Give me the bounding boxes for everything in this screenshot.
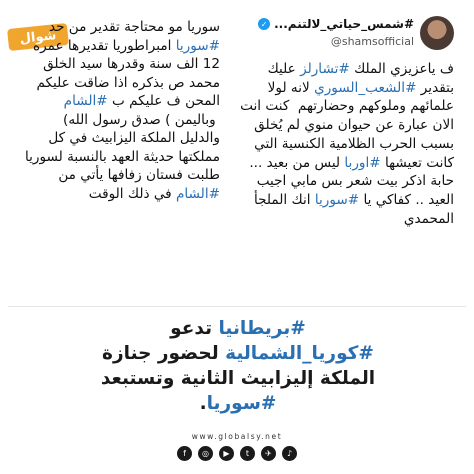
telegram-icon[interactable]: ✈ bbox=[261, 446, 276, 461]
divider bbox=[8, 306, 466, 307]
youtube-icon[interactable]: ▶ bbox=[219, 446, 234, 461]
reply-tweet-text: سوريا مو محتاجة تقدير من حد #سوريا امبراطوريا تقديرها عمره 12 الف سنة وقدرها سيد الخلق محمد ص بذكره اذا ضاقت عليكم المحن ف عليكم ب #الشام وباليمن ) صدق رسول الله) والدليل الملكة اليزابيث في كل مملكتها حديثة العهد بالنسبة لسوريا طلبت فستان زفافها يأتي من #الشام في ذلك الوقت bbox=[25, 19, 220, 202]
website-url[interactable]: www.globalsy.net bbox=[191, 432, 283, 441]
news-headline: #بريطانيا تدعو #كوريا_الشمالية لحضور جنازة الملكة إليزابيث الثانية وتستبعد #سوريا. bbox=[100, 318, 376, 414]
tweet-header bbox=[236, 16, 454, 56]
reply-tweet bbox=[20, 18, 220, 203]
main-tweet-text: ف ياعزيزي الملك #تشارلز عليك بتقدير #الشعب_السوري لانه لولا علمائهم وملوكهم وحضارتهم كنت انت الان عبارة عن حيوان منوي لم يُخلق بسبب الحرب الظلامية الكنسية التي كانت تعيشها #اوربا ليس من بعيد ... حابة اذكر بيت شعر بس مابي اجيب العيد .. كفاكي يا #سوريا انك الملجأ المحمدي bbox=[240, 61, 454, 227]
social-icons-row bbox=[0, 446, 474, 461]
brand-logo: شوال bbox=[7, 23, 69, 51]
main-tweet bbox=[236, 60, 454, 228]
twitter-icon[interactable]: t bbox=[240, 446, 255, 461]
author-avatar[interactable] bbox=[420, 16, 454, 50]
facebook-icon[interactable]: f bbox=[177, 446, 192, 461]
author-name[interactable]: #شمس_حياتي_لالتنم... bbox=[274, 17, 414, 31]
tiktok-icon[interactable]: ♪ bbox=[282, 446, 297, 461]
author-handle[interactable]: @shamsofficial bbox=[330, 35, 414, 48]
author-name-row[interactable] bbox=[258, 17, 414, 31]
verified-badge-icon: ✓ bbox=[258, 18, 270, 30]
instagram-icon[interactable]: ◎ bbox=[198, 446, 213, 461]
